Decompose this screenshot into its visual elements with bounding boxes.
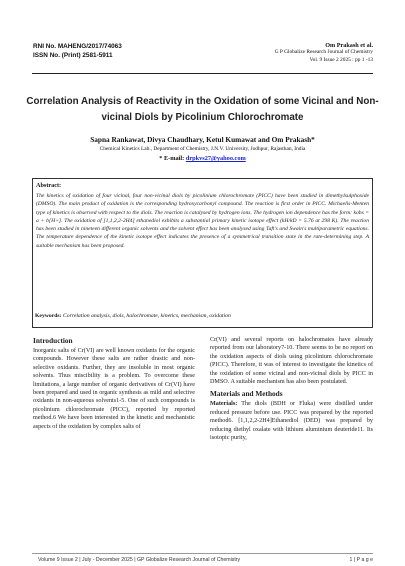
abstract-box xyxy=(32,178,373,328)
materials-label: Materials: xyxy=(210,401,238,408)
affiliation: Chemical Kinetics Lab., Department of Chemistry, J.N.V. University, Jodhpur, Rajasthan, India xyxy=(99,146,306,152)
materials-heading: Materials and Methods xyxy=(210,389,283,399)
volume-info: Vol. 9 Issue 2 2025 : pp 1 -13 xyxy=(309,56,373,63)
author-list: Sapna Rankawat, Divya Chaudhary, Ketul Kumawat and Om Prakash* xyxy=(90,135,315,144)
email-label: * E-mail: xyxy=(159,155,185,162)
keywords-label: Keywords: xyxy=(35,313,62,319)
header-left xyxy=(33,42,122,60)
keywords-line xyxy=(35,313,231,319)
header-rule xyxy=(32,73,373,74)
rni-number: RNI No. MAHENG/2017/74063 xyxy=(33,43,122,50)
right-column xyxy=(210,336,373,442)
keywords-value: Correlation analysis, diols, halochromate, kinetics, mechanism, oxidation xyxy=(62,313,231,319)
introduction-text: Inorganic salts of Cr(VI) are well known oxidants for the organic compounds. However these salts are rather drastic and non-selective oxidants. Further, they are insoluble in most organic solvents. Thus miscibility is a problem. To overcome these limitations, a large number of organic derivatives of Cr(VI) have been prepared and used in organic synthesis as mild and selective oxidants in non-aqueous solvents1-5. One of such compounds is picolinium chlorochromate (PICC), reported by reported method.6 We have been interested in the kinetic and mechanistic aspects of the oxidation by complex salts of xyxy=(33,348,195,430)
intro-continued-text: Cr(VI) and several reports on halochromates have already reported from our laboratory7-10. There seems to be no report on the oxidation aspects of diols using picolinium chlorochromate (PICC). Therefore, it was of interest to investigate the kinetics of the oxidation of some vicinal and non-vicinal diols by PICC in DMSO. A suitable mechanism has also been postulated. xyxy=(210,337,373,386)
footer-journal: Volume 9 Issue 2 | July - December 2025 | GP Globalize Research Journal of Chemistry xyxy=(38,557,241,563)
footer xyxy=(38,557,373,563)
introduction-heading: Introduction xyxy=(33,336,73,345)
paper-title: Correlation Analysis of Reactivity in the Oxidation of some Vicinal and Non-vicinal Diols by Picolinium Chlorochromate xyxy=(26,96,379,123)
materials-paragraph xyxy=(210,400,373,442)
page-number: 1 | P a g e xyxy=(349,557,373,563)
materials-text: The diols (BDH or Fluka) were distilled under reduced pressure before use. PICC was prepared by the reported method6. [1,1,2,2-2H4]Ethanediol (DED) was prepared by reducing diethyl oxalate with lithium aluminium deuteride11. Its isotopic purity, xyxy=(210,401,373,442)
issn-number: ISSN No. (Print) 2581-5911 xyxy=(33,52,113,59)
email-line xyxy=(20,155,385,162)
journal-name: G P Globalize Research Journal of Chemistry xyxy=(274,49,373,56)
header-right xyxy=(275,42,373,64)
running-author: Om Prakash et al. xyxy=(325,42,373,49)
footer-rule xyxy=(32,553,373,554)
left-column xyxy=(33,336,195,431)
abstract-heading: Abstract: xyxy=(36,182,62,189)
email-link[interactable]: drpkvs27@yahoo.com xyxy=(185,155,246,162)
abstract-text: The kinetics of oxidation of four vicinal, four non-vicinal diols by picolinium chlorochromate (PICC) have been studied in dimethylsulphoxide (DMSO). The main product of oxidation is the corresponding hydroxycarbonyl compound. The reaction is first order in PICC. Michaelis-Menten type of kinetics is observed with respect to the diols. The reaction is catalysed by hydrogen ions. The hydrogen ion dependence has the form: kobs = a + b[H+]. The oxidation of [1,1,2,2-2H4] ethanediol exhibits a substantial primary kinetic isotope effect (kH/kD = 5.76 at 298 K). The reaction has been studied in nineteen different organic solvents and the solvent effect has been analysed using Taft's and Swain's multiparametric equations. The temperature dependence of the kinetic isotope effect indicates the presence of a symmetrical transition state in the rate-determining step. A suitable mechanism has been proposed. xyxy=(36,193,369,249)
